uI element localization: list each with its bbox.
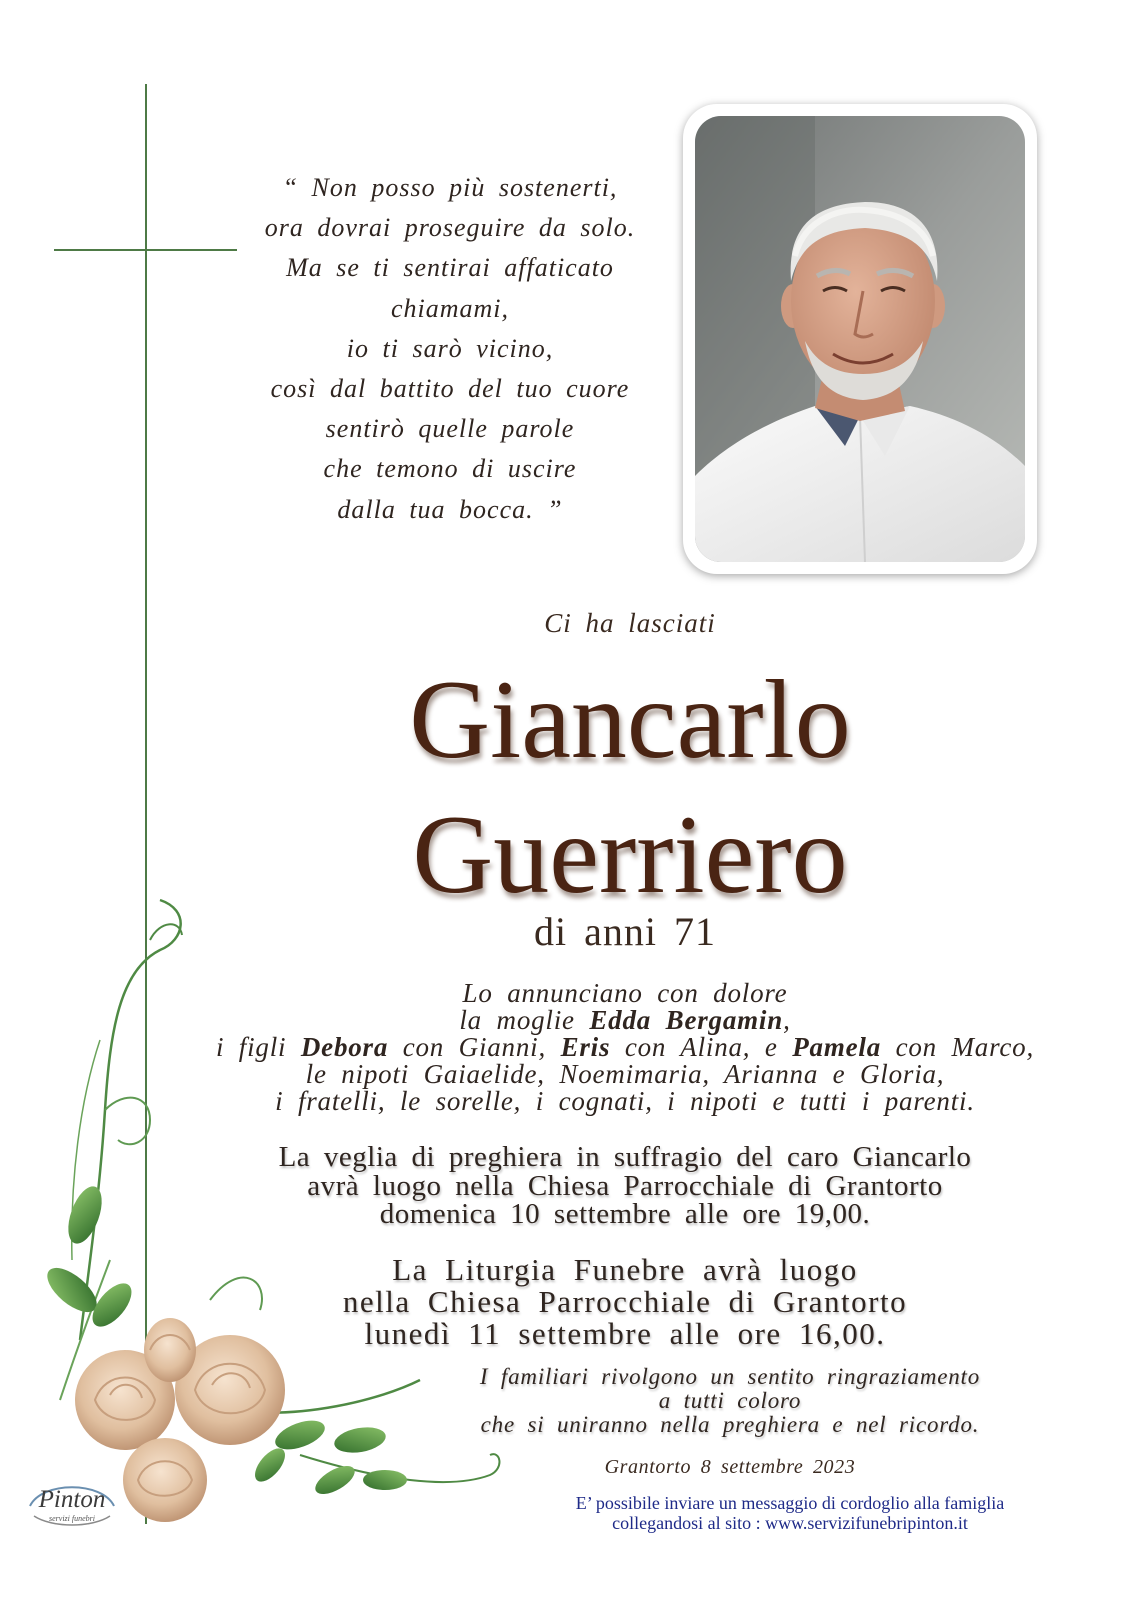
poem-line: sentirò quelle parole (325, 414, 575, 444)
poem-line: ora dovrai proseguire da solo. (264, 213, 636, 243)
child-name: Eris (560, 1032, 611, 1062)
poem-line: dalla tua bocca. ” (337, 494, 563, 524)
announcement-text: con Alina, e (610, 1032, 793, 1062)
vigil-line: avrà luogo nella Chiesa Parrocchiale di Grantorto (307, 1169, 943, 1202)
child-name: Pamela (792, 1032, 882, 1062)
notice-date: Grantorto 8 settembre 2023 (604, 1456, 856, 1478)
portrait-photo (695, 116, 1025, 562)
wife-name: Edda Bergamin (589, 1005, 784, 1035)
poem-line: io ti sarò vicino, (346, 333, 554, 363)
child-name: Debora (300, 1032, 389, 1062)
thanks-line: a tutti coloro (658, 1388, 802, 1413)
footer-line: E’ possibile inviare un messaggio di cordoglio alla famiglia (575, 1493, 1005, 1513)
vigil-line: domenica 10 settembre alle ore 19,00. (379, 1198, 871, 1230)
announcement-text: i figli (215, 1032, 301, 1062)
thanks-line: che si uniranno nella preghiera e nel ricordo. (480, 1412, 980, 1437)
pinton-logo (22, 1476, 122, 1534)
poem-line: Ma se ti sentirai affaticato (286, 253, 614, 283)
announcement-text: con Marco, (881, 1032, 1035, 1062)
roses-decoration (0, 880, 520, 1540)
vigil-line: La veglia di preghiera in suffragio del caro Giancarlo (278, 1141, 972, 1173)
liturgy-line: nella Chiesa Parrocchiale di Grantorto (342, 1284, 908, 1319)
portrait-frame (683, 104, 1037, 574)
poem-line: chiamami, (390, 293, 510, 323)
announcement-text: la moglie (459, 1005, 590, 1035)
portrait-illustration (695, 116, 1025, 562)
rose-bud (144, 1318, 196, 1382)
footer-website-line[interactable]: collegandosi al sito : www.servizifunebripinton.it (612, 1513, 968, 1533)
announcement-text: , (783, 1005, 791, 1035)
deceased-last-name: Guerriero (412, 793, 848, 917)
announcement-line: i fratelli, le sorelle, i cognati, i nipoti e tutti i parenti. (275, 1086, 975, 1116)
liturgy-line: lunedì 11 settembre alle ore 16,00. (364, 1316, 886, 1351)
poem-line: “ Non posso più sostenerti, (282, 173, 618, 202)
logo-subtitle: servizi funebri (49, 1514, 95, 1523)
logo-name: Pinton (38, 1486, 106, 1513)
announcement-line: le nipoti Gaiaelide, Noemimaria, Arianna e Gloria, (305, 1059, 945, 1089)
deceased-first-name: Giancarlo (409, 658, 851, 782)
age-text: di anni 71 (534, 909, 716, 954)
announcement-line: Lo annunciano con dolore (462, 978, 788, 1008)
condolence-footer (520, 1493, 1060, 1533)
intro-text: Ci ha lasciati (544, 608, 716, 638)
thanks-line: I familiari rivolgono un sentito ringraziamento (479, 1364, 981, 1389)
poem-line: così dal battito del tuo cuore (270, 374, 630, 404)
liturgy-line: La Liturgia Funebre avrà luogo (392, 1252, 858, 1287)
announcement-text: con Gianni, (388, 1032, 561, 1062)
poem-line: che temono di uscire (323, 454, 577, 484)
rose-3 (123, 1438, 207, 1522)
poem (200, 168, 700, 530)
